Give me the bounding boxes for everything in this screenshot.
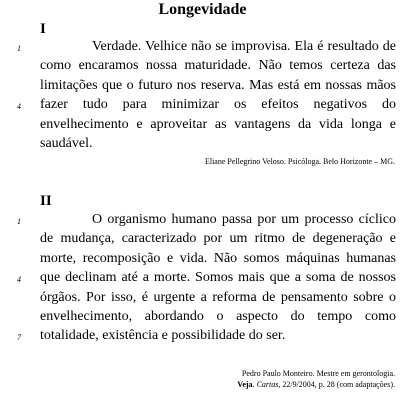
line-number: 1 xyxy=(17,44,21,53)
line-number: 4 xyxy=(17,102,21,111)
attribution-i: Eliane Pellegrino Veloso. Psicóloga. Belo Horizonte – MG. xyxy=(204,157,395,166)
publication-details: , 22/9/2004, p. 28 (com adaptações). xyxy=(278,380,395,389)
paragraph-i-text: Verdade. Velhice não se improvisa. Ela é resultado de como encaramos nossa maturidade. Não temos certeza das limitações que o futuro nos reserva. Mas está em nossas mãos fazer tudo para minimizar os efeitos negativos do envelhecimento e aproveitar as vantagens da vida longa e saudável. xyxy=(40,39,396,152)
magazine-name: Veja xyxy=(237,380,253,389)
line-number: 1 xyxy=(17,217,21,226)
line-number: 7 xyxy=(17,333,21,342)
attribution-ii-author: Pedro Paulo Monteiro. Mestre em gerontologia. xyxy=(241,369,395,378)
line-number: 4 xyxy=(17,275,21,284)
attribution-ii-source: Veja. Cartas, 22/9/2004, p. 28 (com adaptações). xyxy=(237,380,395,389)
attribution-ii xyxy=(237,368,395,390)
paragraph-i xyxy=(40,37,396,153)
paragraph-ii-text: O organismo humano passa por um processo cíclico de mudança, caracterizado por um ritmo de degeneração e morte, recomposição e vida. Não somos máquinas humanas que declinam até a morte. Somos mais que a soma de nossos órgãos. Por isso, é urgente a reforma de pensamento sobre o envelhecimento, abordando o aspecto do tempo como totalidade, existência e possibilidade do ser. xyxy=(40,212,396,344)
text-title: Longevidade xyxy=(158,1,247,18)
paragraph-ii xyxy=(40,210,396,346)
section-label-i: I xyxy=(40,21,46,37)
section-label-ii: II xyxy=(40,193,52,209)
magazine-section: Cartas xyxy=(256,380,279,389)
